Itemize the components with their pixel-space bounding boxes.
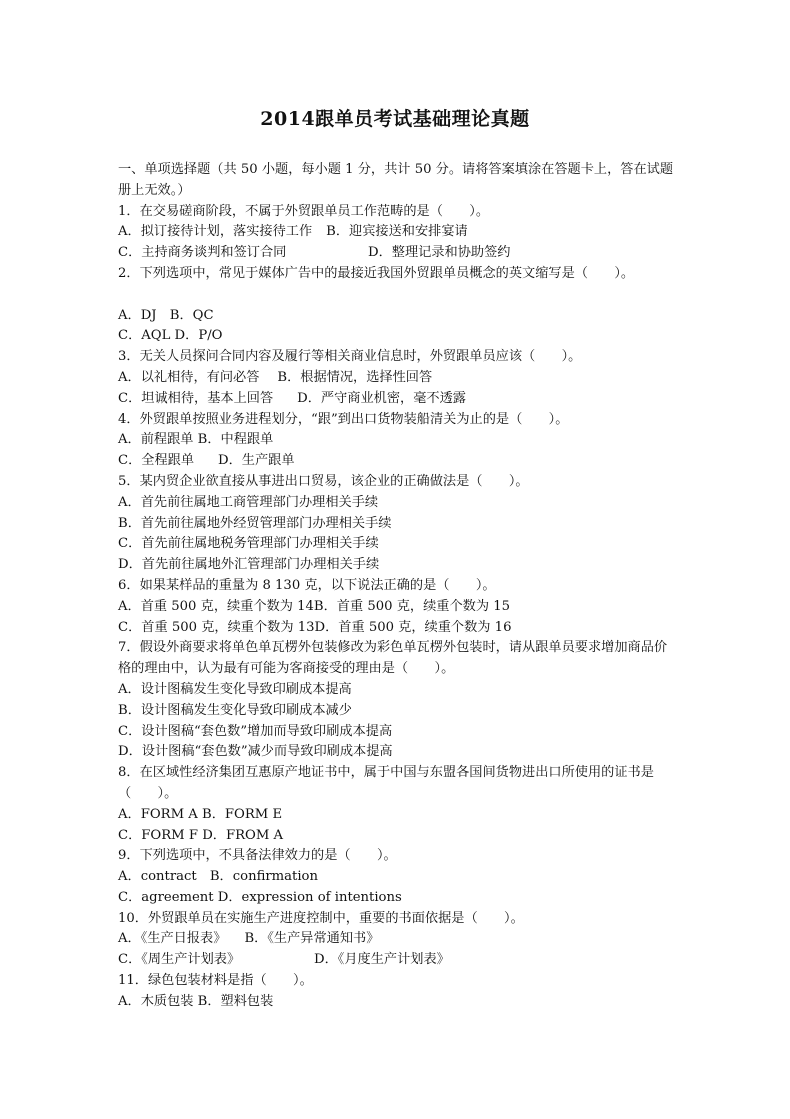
option-a: A．以礼相待，有问必答 bbox=[118, 369, 260, 385]
option-b: B．设计图稿发生变化导致印刷成本减少 bbox=[118, 702, 352, 718]
option-a: A．拟订接待计划，落实接待工作 bbox=[118, 224, 313, 240]
option-c: C．《周生产计划表》 bbox=[118, 952, 241, 968]
option-row: C．FORM F D．FROM A bbox=[118, 827, 284, 843]
option-row: A．前程跟单 B．中程跟单 bbox=[118, 432, 274, 448]
question-stem: 2．下列选项中，常见于媒体广告中的最接近我国外贸跟单员概念的英文缩写是（ ）。 bbox=[118, 265, 635, 281]
question-list bbox=[118, 160, 674, 1013]
option-row bbox=[118, 389, 674, 410]
question-stem: 1．在交易磋商阶段，不属于外贸跟单员工作范畴的是（ ）。 bbox=[118, 203, 490, 219]
option-b: B．根据情况，选择性回答 bbox=[277, 369, 433, 385]
option-row: A．FORM A B．FORM E bbox=[118, 806, 283, 822]
option-a: A．首先前往属地工商管理部门办理相关手续 bbox=[118, 494, 379, 510]
question-stem: 6．如果某样品的重量为 8 130 克，以下说法正确的是（ ）。 bbox=[118, 577, 496, 593]
page-title: 2014跟单员考试基础理论真题 bbox=[260, 108, 530, 130]
option-row: C．首重 500 克，续重个数为 13D．首重 500 克，续重个数为 16 bbox=[118, 619, 512, 635]
option-row: C．AQL D．P/O bbox=[118, 328, 223, 344]
option-d: D．设计图稿“套色数”减少而导致印刷成本提高 bbox=[118, 744, 393, 760]
question-stem: 10．外贸跟单员在实施生产进度控制中，重要的书面依据是（ ）。 bbox=[118, 910, 524, 926]
option-row bbox=[118, 222, 674, 243]
option-row bbox=[118, 451, 674, 472]
option-row: A．DJ B．QC bbox=[118, 307, 214, 323]
section-heading: 一、单项选择题（共 50 小题，每小题 1 分，共计 50 分。请将答案填涂在答题卡上，答在试题册上无效。） bbox=[118, 162, 674, 198]
option-d: D．首先前往属地外汇管理部门办理相关手续 bbox=[118, 557, 380, 573]
option-d: D．整理记录和协助签约 bbox=[368, 245, 511, 261]
option-row bbox=[118, 243, 674, 264]
option-row: A．首重 500 克，续重个数为 14B．首重 500 克，续重个数为 15 bbox=[118, 598, 511, 614]
option-c: C．首先前往属地税务管理部门办理相关手续 bbox=[118, 536, 379, 552]
option-b: B．首先前往属地外经贸管理部门办理相关手续 bbox=[118, 515, 392, 531]
option-row: A．木质包装 B．塑料包装 bbox=[118, 993, 274, 1009]
option-row bbox=[118, 368, 674, 389]
option-row: A．contract B．confirmation bbox=[118, 869, 318, 885]
question-stem: 11．绿色包装材料是指（ ）。 bbox=[118, 973, 313, 989]
option-b: B．《生产异常通知书》 bbox=[244, 931, 380, 947]
question-stem: 4．外贸跟单按照业务进程划分，“跟”到出口货物装船清关为止的是（ ）。 bbox=[118, 411, 569, 427]
option-d: D．《月度生产计划表》 bbox=[314, 952, 450, 968]
option-row bbox=[118, 950, 674, 971]
question-stem: 5．某内贸企业欲直接从事进出口贸易，该企业的正确做法是（ ）。 bbox=[118, 473, 529, 489]
option-c: C．坦诚相待，基本上回答 bbox=[118, 390, 274, 406]
question-stem: 7．假设外商要求将单色单瓦楞外包装修改为彩色单瓦楞外包装时，请从跟单员要求增加商品价格的理由中，认为最有可能为客商接受的理由是（ ）。 bbox=[118, 640, 668, 677]
option-a: A．《生产日报表》 bbox=[118, 931, 227, 947]
question-stem: 9．下列选项中，不具备法律效力的是（ ）。 bbox=[118, 848, 397, 864]
option-a: A．设计图稿发生变化导致印刷成本提高 bbox=[118, 681, 352, 697]
question-stem: 8．在区域性经济集团互惠原产地证书中，属于中国与东盟各国间货物进出口所使用的证书是（ ）。 bbox=[118, 765, 654, 801]
option-c: C．主持商务谈判和签订合同 bbox=[118, 245, 287, 261]
option-d: D．生产跟单 bbox=[218, 453, 295, 469]
option-row bbox=[118, 929, 674, 950]
option-c: C．全程跟单 bbox=[118, 453, 195, 469]
option-b: B．迎宾接送和安排宴请 bbox=[326, 224, 468, 240]
question-stem: 3．无关人员探问合同内容及履行等相关商业信息时，外贸跟单员应该（ ）。 bbox=[118, 349, 582, 365]
option-d: D．严守商业机密，毫不透露 bbox=[297, 390, 466, 406]
option-c: C．设计图稿“套色数”增加而导致印刷成本提高 bbox=[118, 723, 393, 739]
option-row: C．agreement D．expression of intentions bbox=[118, 889, 402, 905]
